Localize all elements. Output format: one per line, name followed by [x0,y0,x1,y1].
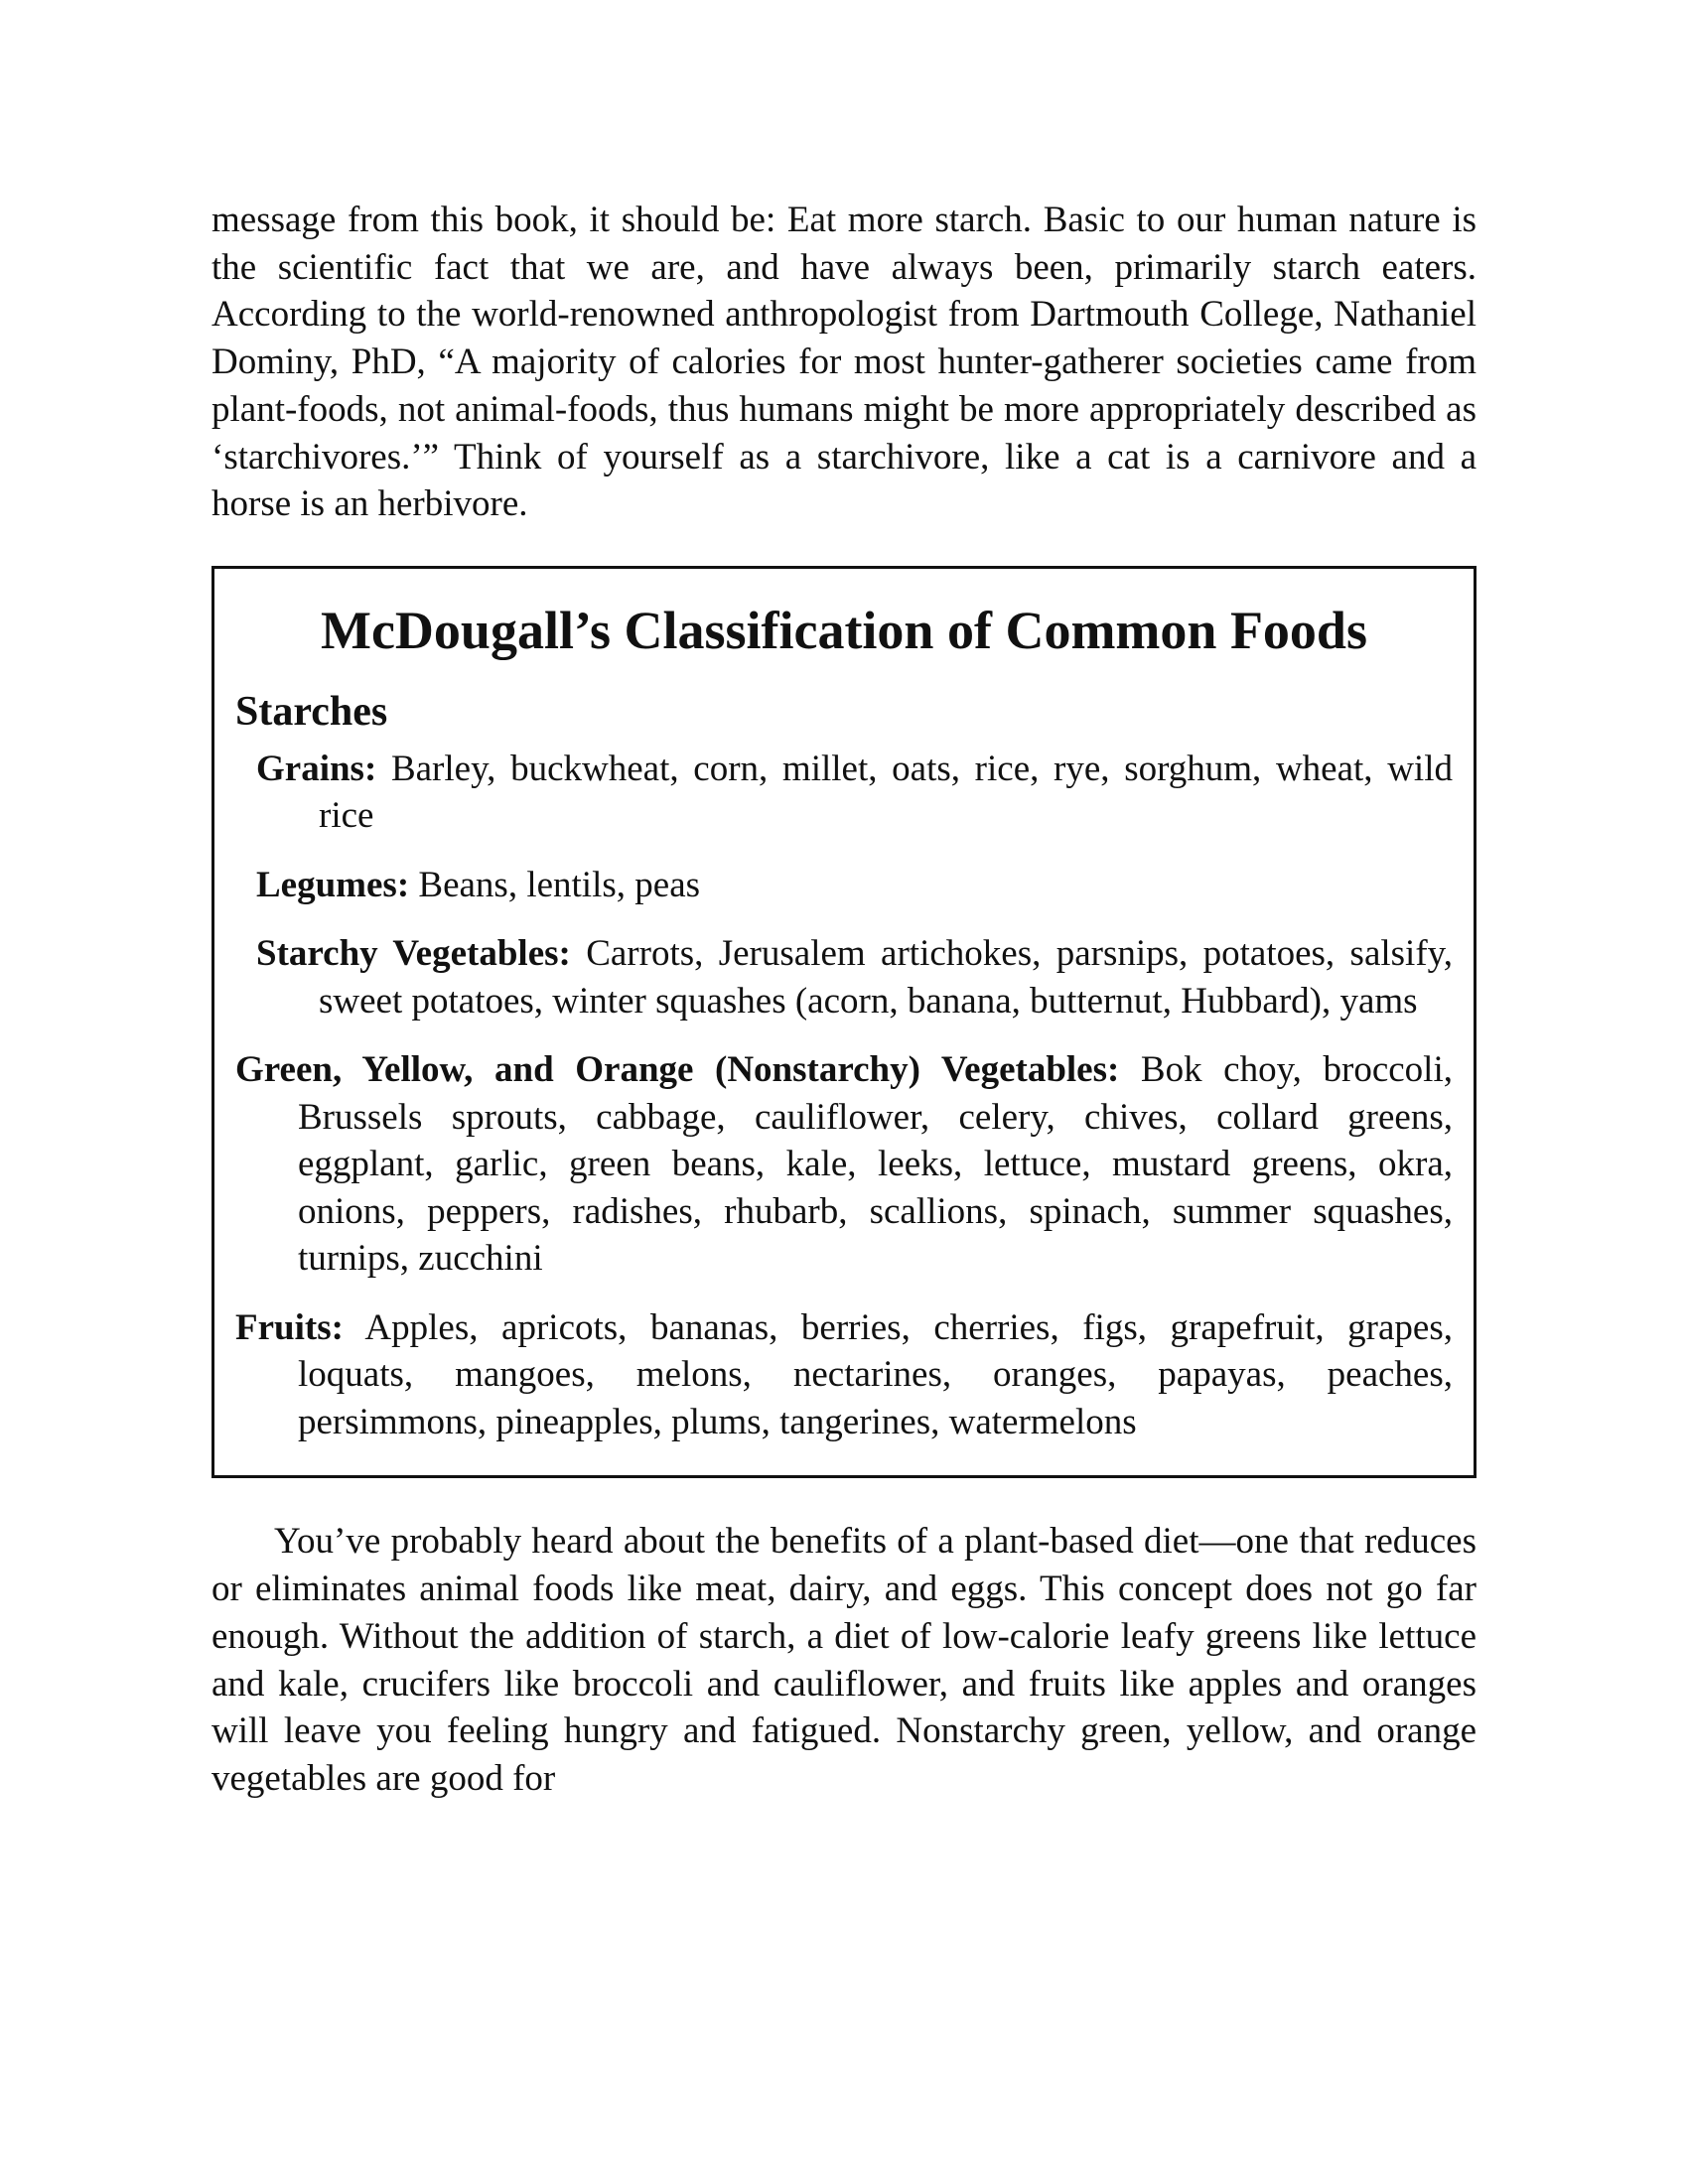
grains-text: Barley, buckwheat, corn, millet, oats, rice, rye, sorghum, wheat, wild rice [319,748,1453,837]
fruits-entry [235,1304,1453,1446]
food-classification-box [211,566,1477,1479]
grains-entry [235,746,1453,840]
nonstarchy-vegetables-label: Green, Yellow, and Orange (Nonstarchy) Vegetables: [235,1049,1120,1091]
nonstarchy-vegetables-entry [235,1046,1453,1283]
starchy-vegetables-label: Starchy Vegetables: [256,933,571,975]
fruits-text: Apples, apricots, bananas, berries, cherries, figs, grapefruit, grapes, loquats, mangoes, melons, nectarines, oranges, papayas, peaches, persimmons, pineapples, plums, tangerines, watermelons [298,1306,1453,1442]
fruits-label: Fruits: [235,1306,344,1348]
legumes-label: Legumes: [256,864,410,905]
grains-label: Grains: [256,748,377,789]
starchy-vegetables-text: Carrots, Jerusalem artichokes, parsnips, potatoes, salsify, sweet potatoes, winter squashes (acorn, banana, butternut, Hubbard), yams [319,933,1453,1022]
closing-paragraph: You’ve probably heard about the benefits of a plant-based diet—one that reduces or eliminates animal foods like meat, dairy, and eggs. This concept does not go far enough. Without the addition of starch, a diet of low-calorie leafy greens like lettuce and kale, crucifers like broccoli and cauliflower, and fruits like apples and oranges will leave you feeling hungry and fatigued. Nonstarchy green, yellow, and orange vegetables are good for [211,1521,1477,1799]
nonstarchy-vegetables-text: Bok choy, broccoli, Brussels sprouts, cabbage, cauliflower, celery, chives, collard greens, eggplant, garlic, green beans, kale, leeks, lettuce, mustard greens, okra, onions, peppers, radishes, rhubarb, scallions, spinach, summer squashes, turnips, zucchini [298,1049,1453,1280]
starches-heading: Starches [235,688,388,735]
book-page [211,197,1477,1803]
box-title: McDougall’s Classification of Common Foods [321,600,1367,660]
intro-paragraph: message from this book, it should be: Eat more starch. Basic to our human nature is the scientific fact that we are, and have always been, primarily starch eaters. According to the world-renowned anthropologist from Dartmouth College, Nathaniel Dominy, PhD, “A majority of calories for most hunter-gatherer societies came from plant-foods, not animal-foods, thus humans might be more appropriately described as ‘starchivores.’” Think of yourself as a starchivore, like a cat is a carnivore and a horse is an herbivore. [211,200,1477,525]
legumes-text: Beans, lentils, peas [409,864,701,905]
legumes-entry [235,862,1453,909]
starchy-vegetables-entry [235,930,1453,1024]
